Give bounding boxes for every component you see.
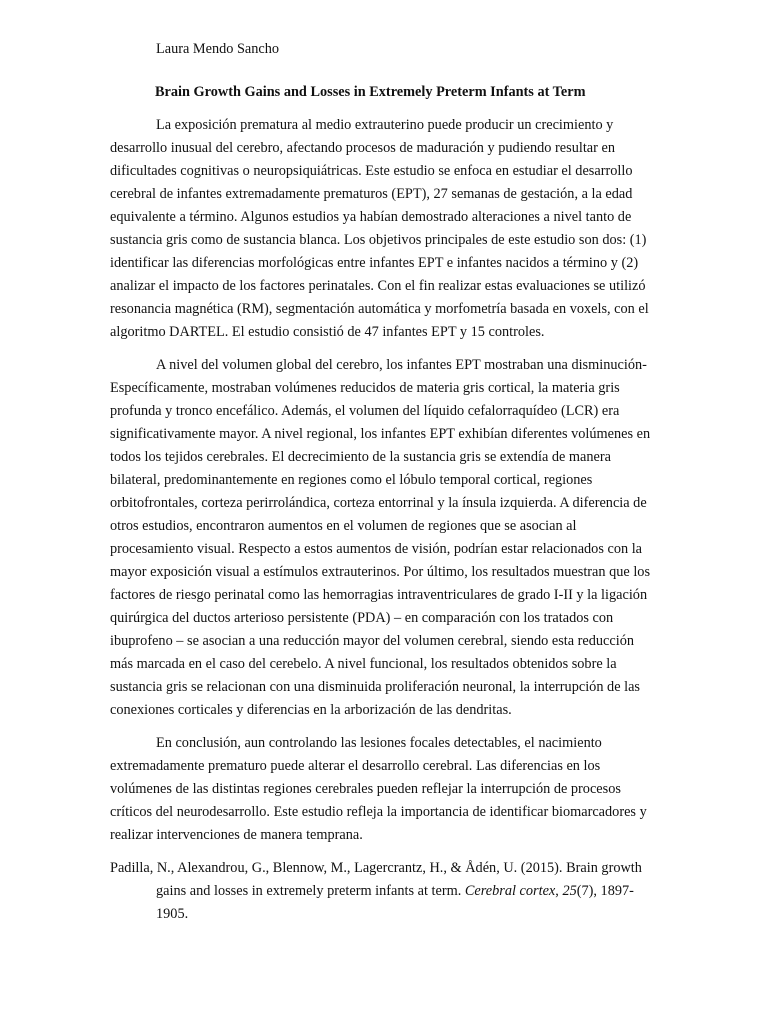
reference-separator: , [555,883,563,899]
paragraph-results: A nivel del volumen global del cerebro, los infantes EPT mostraban una disminución- Específicamente, mostraban volúmenes reducidos de materia gris cortical, la materia gris profunda y tronco encefálico. Además, el volumen del líquido cefalorraquídeo (LCR) era significativamente mayor. A nivel regional, los infantes EPT exhibían diferentes volúmenes en todos los tejidos cerebrales. El decrecimiento de la sustancia gris se extendía de manera bilateral, predominantemente en regiones como el lóbulo temporal cortical, regiones orbitofrontales, corteza perirrolándica, corteza entorrinal y la ínsula izquierda. A diferencia de otros estudios, encontraron aumentos en el volumen de regiones que se asocian al procesamiento visual. Respecto a estos aumentos de visión, podrían estar relacionados con la mayor exposición visual a estímulos extrauterinos. Por último, los resultados muestran que los factores de riesgo perinatal como las hemorragias intraventriculares de grado I-II y la ligación quirúrgica del ductos arterioso persistente (PDA) – en comparación con los tratados con ibuprofeno – se asocian a una reducción mayor del volumen cerebral, siendo esta reducción más marcada en el caso del cerebelo. A nivel funcional, los resultados obtenidos sobre la sustancia gris se relacionan con una disminuida proliferación neuronal, la interrupción de las conexiones corticales y diferencias en la arborización de las dendritas. [110,357,651,718]
author-name: Laura Mendo Sancho [156,41,280,57]
reference-authors-year: Padilla, N., Alexandrou, G., Blennow, M., Lagercrantz, H., & Ådén, U. (2015). [110,860,567,876]
reference-volume: 25 [562,883,577,899]
document-title: Brain Growth Gains and Losses in Extremely Preterm Infants at Term [155,84,586,100]
reference-citation [110,857,658,926]
reference-issue-pages: (7), 1897-1905. [156,883,634,922]
reference-article-title: Brain growth gains and losses in extremely preterm infants at term. [156,860,642,899]
paragraph-conclusion: En conclusión, aun controlando las lesiones focales detectables, el nacimiento extremadamente prematuro puede alterar el desarrollo cerebral. Las diferencias en los volúmenes de las distintas regiones cerebrales pueden reflejar la interrupción de procesos críticos del neurodesarrollo. Este estudio refleja la importancia de identificar biomarcadores y realizar intervenciones de manera temprana. [110,735,647,843]
reference-journal: Cerebral cortex [464,883,556,899]
paragraph-introduction: La exposición prematura al medio extrauterino puede producir un crecimiento y desarrollo inusual del cerebro, afectando procesos de maduración y pudiendo resultar en dificultades cognitivas o neuropsiquiátricas. Este estudio se enfoca en estudiar el desarrollo cerebral de infantes extremadamente prematuros (EPT), 27 semanas de gestación, a la edad equivalente a término. Algunos estudios ya habían demostrado alteraciones a nivel tanto de sustancia gris como de sustancia blanca. Los objetivos principales de este estudio son dos: (1) identificar las diferencias morfológicas entre infantes EPT e infantes nacidos a término y (2) analizar el impacto de los factores perinatales. Con el fin realizar estas evaluaciones se utilizó resonancia magnética (RM), segmentación automática y morfometría basada en voxels, con el algoritmo DARTEL. El estudio consistió de 47 infantes EPT y 15 controles. [110,117,649,340]
document-page [110,38,658,926]
